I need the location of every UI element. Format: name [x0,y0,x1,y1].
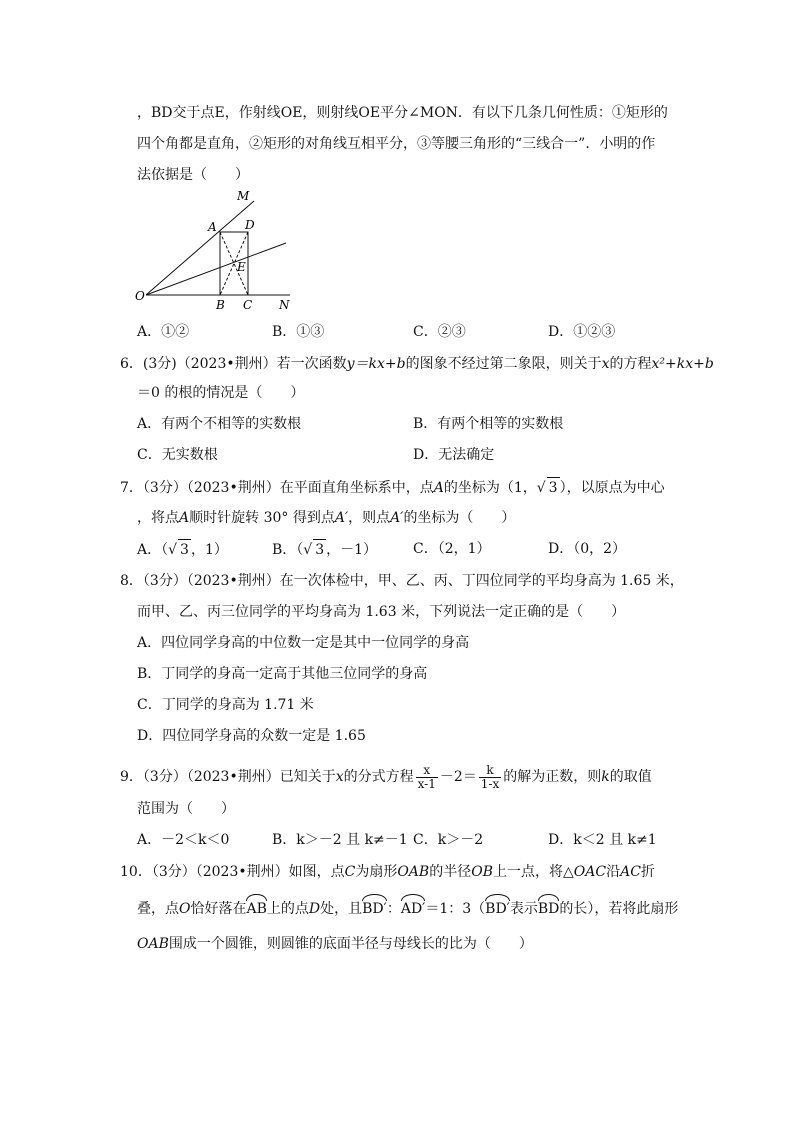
q9-option-b: B．k＞－2 且 k≠－1 [272,832,408,848]
q6-option-c: C．无实数根 [137,447,218,463]
q5-option-b: B．①③ [272,324,325,340]
label-d: D [245,218,255,232]
q8-option-d: D．四位同学身高的众数一定是 1.65 [137,728,366,744]
q5-line-1: ，BD交于点E，作射线OE，则射线OE平分∠MON．有以下几条几何性质：①矩形的 [137,105,668,121]
label-a: A [208,220,217,234]
q6-option-a: A．有两个不相等的实数根 [137,416,302,432]
label-e: E [237,260,246,274]
q5-line-2: 四个角都是直角，②矩形的对角线互相平分，③等腰三角形的“三线合一”．小明的作 [137,136,656,152]
q8-line-2: 而甲、乙、丙三位同学的平均身高为 1.63 米，下列说法一定正确的是（ ） [137,604,626,620]
q6-option-b: B．有两个相等的实数根 [413,416,564,432]
q8-line-1: 8．（3分）（2023•荆州）在一次体检中，甲、乙、丙、丁四位同学的平均身高为 1.65 米， [120,573,684,589]
label-n: N [279,298,290,312]
q10-line-1: 10．（3分）（2023•荆州）如图，点C为扇形OAB的半径OB上一点，将△OAC沿AC折 [120,864,655,880]
q5-option-d: D．①②③ [548,324,616,340]
q6-line-2: ＝0 的根的情况是（ ） [137,385,305,401]
q6-option-d: D．无法确定 [413,447,495,463]
q7-option-b: B．（√ 3 ，－1） [272,539,377,560]
label-b: B [216,298,225,312]
q7-line-2: ，将点A顺时针旋转 30° 得到点A′，则点A′的坐标为（ ） [137,510,516,526]
q9-option-d: D．k＜2 且 k≠1 [548,832,657,848]
label-o: O [135,289,145,303]
q9-option-a: A．－2＜k＜0 [137,832,230,848]
q6-line-1: 6．(3分)（2023•荆州）若一次函数y＝kx+b的图象不经过第二象限，则关于x的方程x²+kx+b [120,356,714,372]
ray-oe [146,243,286,295]
q7-line-1: 7．（3分）（2023•荆州）在平面直角坐标系中，点A的坐标为（1，√ 3 ），以原点为中心 [120,477,665,498]
q9-option-c: C．k＞－2 [413,832,484,848]
q5-option-c: C．②③ [413,324,466,340]
q9-line-1: 9．（3分）（2023•荆州）已知关于x的分式方程 $\frac{x}{x-1}$ －2＝ $\frac{k}{1-x}$ 的解为正数，则k的取值 [120,762,652,791]
fraction-k-over-1-minus-x: $\frac{k}{1-x}$ [480,762,500,791]
q8-option-a: A．四位同学身高的中位数一定是其中一位同学的身高 [137,635,470,651]
q7-option-c: C．（2，1） [413,541,491,557]
q8-option-c: C．丁同学的身高为 1.71 米 [137,697,314,713]
fraction-x-over-x-minus-1: $\frac{x}{x-1}$ [417,762,436,791]
q10-line-2: 叠，点O恰好落在AB上的点D处，且BD′：AD′＝1：3（BD′表示BD的长），若将此扇形 [137,896,678,919]
label-m: M [237,189,250,203]
q7-option-d: D．（0，2） [548,541,627,557]
ray-om [146,201,254,295]
q10-line-3: OAB围成一个圆锥，则圆锥的底面半径与母线长的比为（ ） [137,936,533,952]
q5-line-3: 法依据是（ ） [137,167,249,183]
q5-geometry-figure [130,185,300,315]
label-c: C [243,298,253,312]
q8-option-b: B．丁同学的身高一定高于其他三位同学的身高 [137,666,428,682]
q7-option-a: A．（√ 3 ，1） [137,539,228,560]
q9-line-2: 范围为（ ） [137,801,235,817]
q5-option-a: A．①② [137,324,190,340]
